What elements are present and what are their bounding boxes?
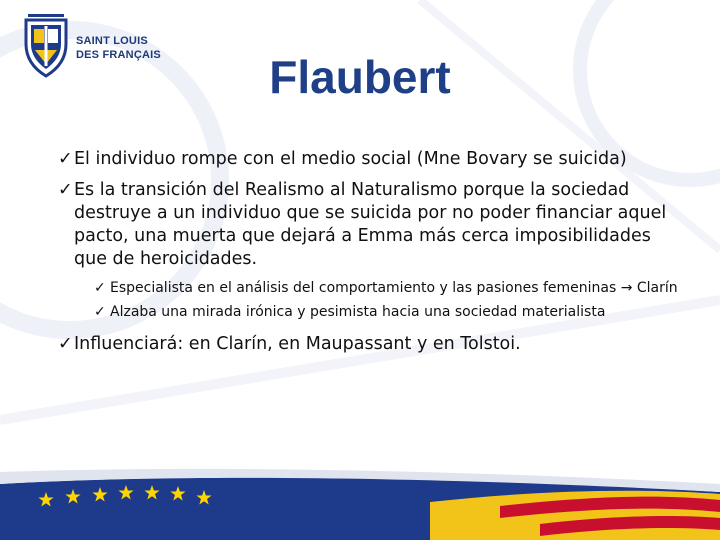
sub-bullet-text: Especialista en el análisis del comportamiento y las pasiones femeninas → Clarín	[110, 280, 678, 296]
bullet-3	[58, 333, 678, 356]
check-icon: ✓	[94, 304, 106, 320]
bullet-text: Influenciará: en Clarín, en Maupassant y en Tolstoi.	[74, 334, 521, 354]
check-icon: ✓	[58, 180, 73, 200]
star-icon	[65, 489, 80, 504]
star-icon	[38, 492, 53, 507]
bullet-text: Es la transición del Realismo al Naturalismo porque la sociedad destruye a un individuo que se suicida por no poder financiar aquel pacto, una muerta que dejará a Emma más cerca imposibilidades que de heroicidades.	[74, 180, 667, 269]
slide-title: Flaubert	[269, 51, 451, 103]
star-icon	[196, 490, 211, 505]
check-icon: ✓	[58, 149, 73, 169]
sub-bullet-text: Alzaba una mirada irónica y pesimista hacia una sociedad materialista	[110, 304, 606, 320]
logo-line-2: DES FRANÇAIS	[76, 49, 161, 61]
bullet-2	[58, 179, 678, 271]
bullet-text: El individuo rompe con el medio social (Mne Bovary se suicida)	[74, 149, 627, 169]
bullet-1	[58, 148, 678, 171]
sub-bullet-2	[94, 303, 678, 321]
footer-banner	[0, 462, 720, 540]
stars-row	[0, 462, 720, 540]
sub-bullet-list	[94, 279, 678, 321]
check-icon: ✓	[58, 334, 73, 354]
star-icon	[144, 485, 159, 500]
slide-content	[58, 148, 678, 364]
star-icon	[118, 485, 133, 500]
star-icon	[170, 486, 185, 501]
logo-line-1: SAINT LOUIS	[76, 35, 148, 47]
sub-bullet-1	[94, 279, 678, 297]
star-icon	[92, 487, 107, 502]
check-icon: ✓	[94, 280, 106, 296]
